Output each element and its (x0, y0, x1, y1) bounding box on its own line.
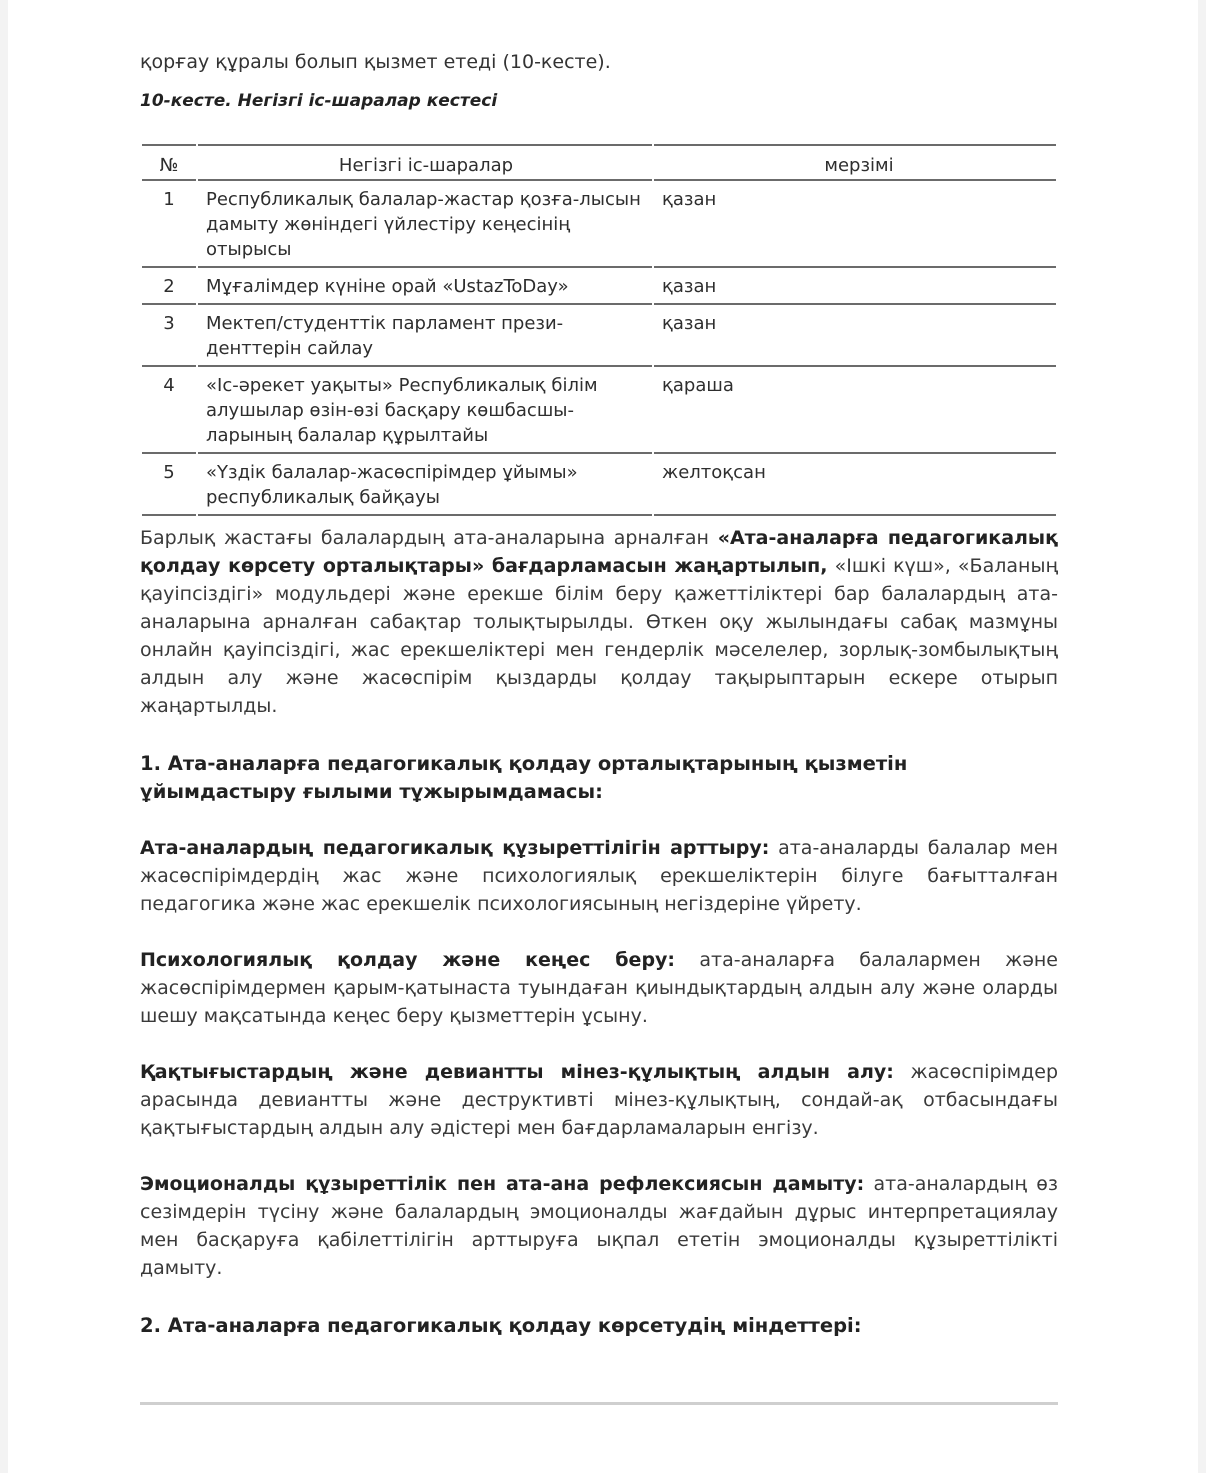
table-row (142, 367, 1056, 454)
subsection-title: Эмоционалды құзыреттілік пен ата-ана рефлексиясын дамыту: (140, 1173, 865, 1195)
row-number: 5 (142, 454, 196, 516)
subsection-text: ата-аналардың өз сезімдерін түсіну және балалардың эмоционалды жағдайын дұрыс интерпретациялау мен басқаруға қабілеттілігін арттыруға ықпал ететін эмоционалды құзыреттілікті дамыту. (140, 1173, 1058, 1279)
row-number: 3 (142, 305, 196, 367)
row-date: қазан (654, 305, 1056, 367)
header-number: № (142, 144, 196, 181)
page-content (140, 48, 1058, 1340)
paragraph-rest: «Ішкі күш», «Баланың қауіпсіздігі» модульдері және ерекше білім беру қажеттіліктері бар балалардың ата-аналарына арналған сабақтар толықтырылды. Өткен оқу жылындағы сабақ мазмұны онлайн қауіпсіздігі, жас ерекшеліктері мен гендерлік мәселелер, зорлық-зомбылықтың алдын алу және жасөспірім қыздарды қолдау тақырыптарын ескере отырып жаңартылды. (140, 555, 1058, 717)
table-header-row (142, 144, 1056, 181)
subsection-text: жасөспірімдер арасында девиантты және деструктивті мінез-құлықтың, сондай-ақ отбасындағы қақтығыстардың алдын алу әдістері мен бағдарламаларын енгізу. (140, 1061, 1059, 1139)
table-row (142, 454, 1056, 516)
table-row (142, 181, 1056, 268)
subsection-text: ата-аналарға балалармен және жасөспірімдермен қарым-қатынаста туындаған қиындықтардың алдын алу және оларды шешу мақсатында кеңес беру қызметтерін ұсыну. (140, 949, 1058, 1027)
row-event: Мұғалімдер күніне орай «UstazToDay» (198, 268, 652, 305)
subsection-title: Психологиялық қолдау және кеңес беру: (140, 949, 676, 971)
subsection-conflict-prevention (140, 1058, 1058, 1142)
subsection-text: ата-аналарды балалар мен жасөспірімдердің жас және психологиялық ерекшеліктерін білуге бағытталған педагогика және жас ерекшелік психологиясының негіздеріне үйрету. (140, 837, 1058, 915)
events-table (140, 144, 1058, 516)
table-row (142, 268, 1056, 305)
header-events: Негізгі іс-шаралар (198, 144, 652, 181)
section-2-heading: 2. Ата-аналарға педагогикалық қолдау көрсетудің міндеттері: (140, 1314, 862, 1337)
paragraph-bold: «Ата-аналарға педагогикалық қолдау көрсету орталықтары» бағдарламасын жаңартылып, (140, 527, 1059, 577)
subsection-psych-support (140, 946, 1058, 1030)
row-event: «Іс-әрекет уақыты» Республикалық білім алушылар өзін-өзі басқару көшбасшы-ларының балалар құрылтайы (198, 367, 652, 454)
row-event: «Үздік балалар-жасөспірімдер ұйымы» республикалық байқауы (198, 454, 652, 516)
row-event: Мектеп/студенттік парламент прези-денттерін сайлау (198, 305, 652, 367)
subsection-title: Қақтығыстардың және девиантты мінез-құлықтың алдын алу: (140, 1061, 894, 1083)
subsection-title: Ата-аналардың педагогикалық құзыреттілігін арттыру: (140, 837, 770, 859)
row-date: қазан (654, 181, 1056, 268)
header-deadline: мерзімі (654, 144, 1056, 181)
table-row (142, 305, 1056, 367)
row-number: 4 (142, 367, 196, 454)
paragraph-lead: Барлық жастағы балалардың ата-аналарына арналған (140, 527, 718, 549)
row-date: қараша (654, 367, 1056, 454)
row-date: қазан (654, 268, 1056, 305)
subsection-emotional-competence (140, 1170, 1058, 1282)
table-caption: 10-кесте. Негізгі іс-шаралар кестесі (140, 91, 498, 111)
subsection-competence (140, 834, 1058, 918)
row-number: 1 (142, 181, 196, 268)
row-number: 2 (142, 268, 196, 305)
section-1-heading: 1. Ата-аналарға педагогикалық қолдау орталықтарының қызметін ұйымдастыру ғылыми тұжырымдамасы: (140, 752, 908, 803)
row-date: желтоқсан (654, 454, 1056, 516)
document-page (8, 0, 1198, 1473)
intro-text: қорғау құралы болып қызмет етеді (10-кесте). (140, 51, 611, 73)
paragraph-programme-update (140, 524, 1058, 720)
row-event: Республикалық балалар-жастар қозға-лысын дамыту жөніндегі үйлестіру кеңесінің отырысы (198, 181, 652, 268)
footer-divider (140, 1402, 1058, 1405)
